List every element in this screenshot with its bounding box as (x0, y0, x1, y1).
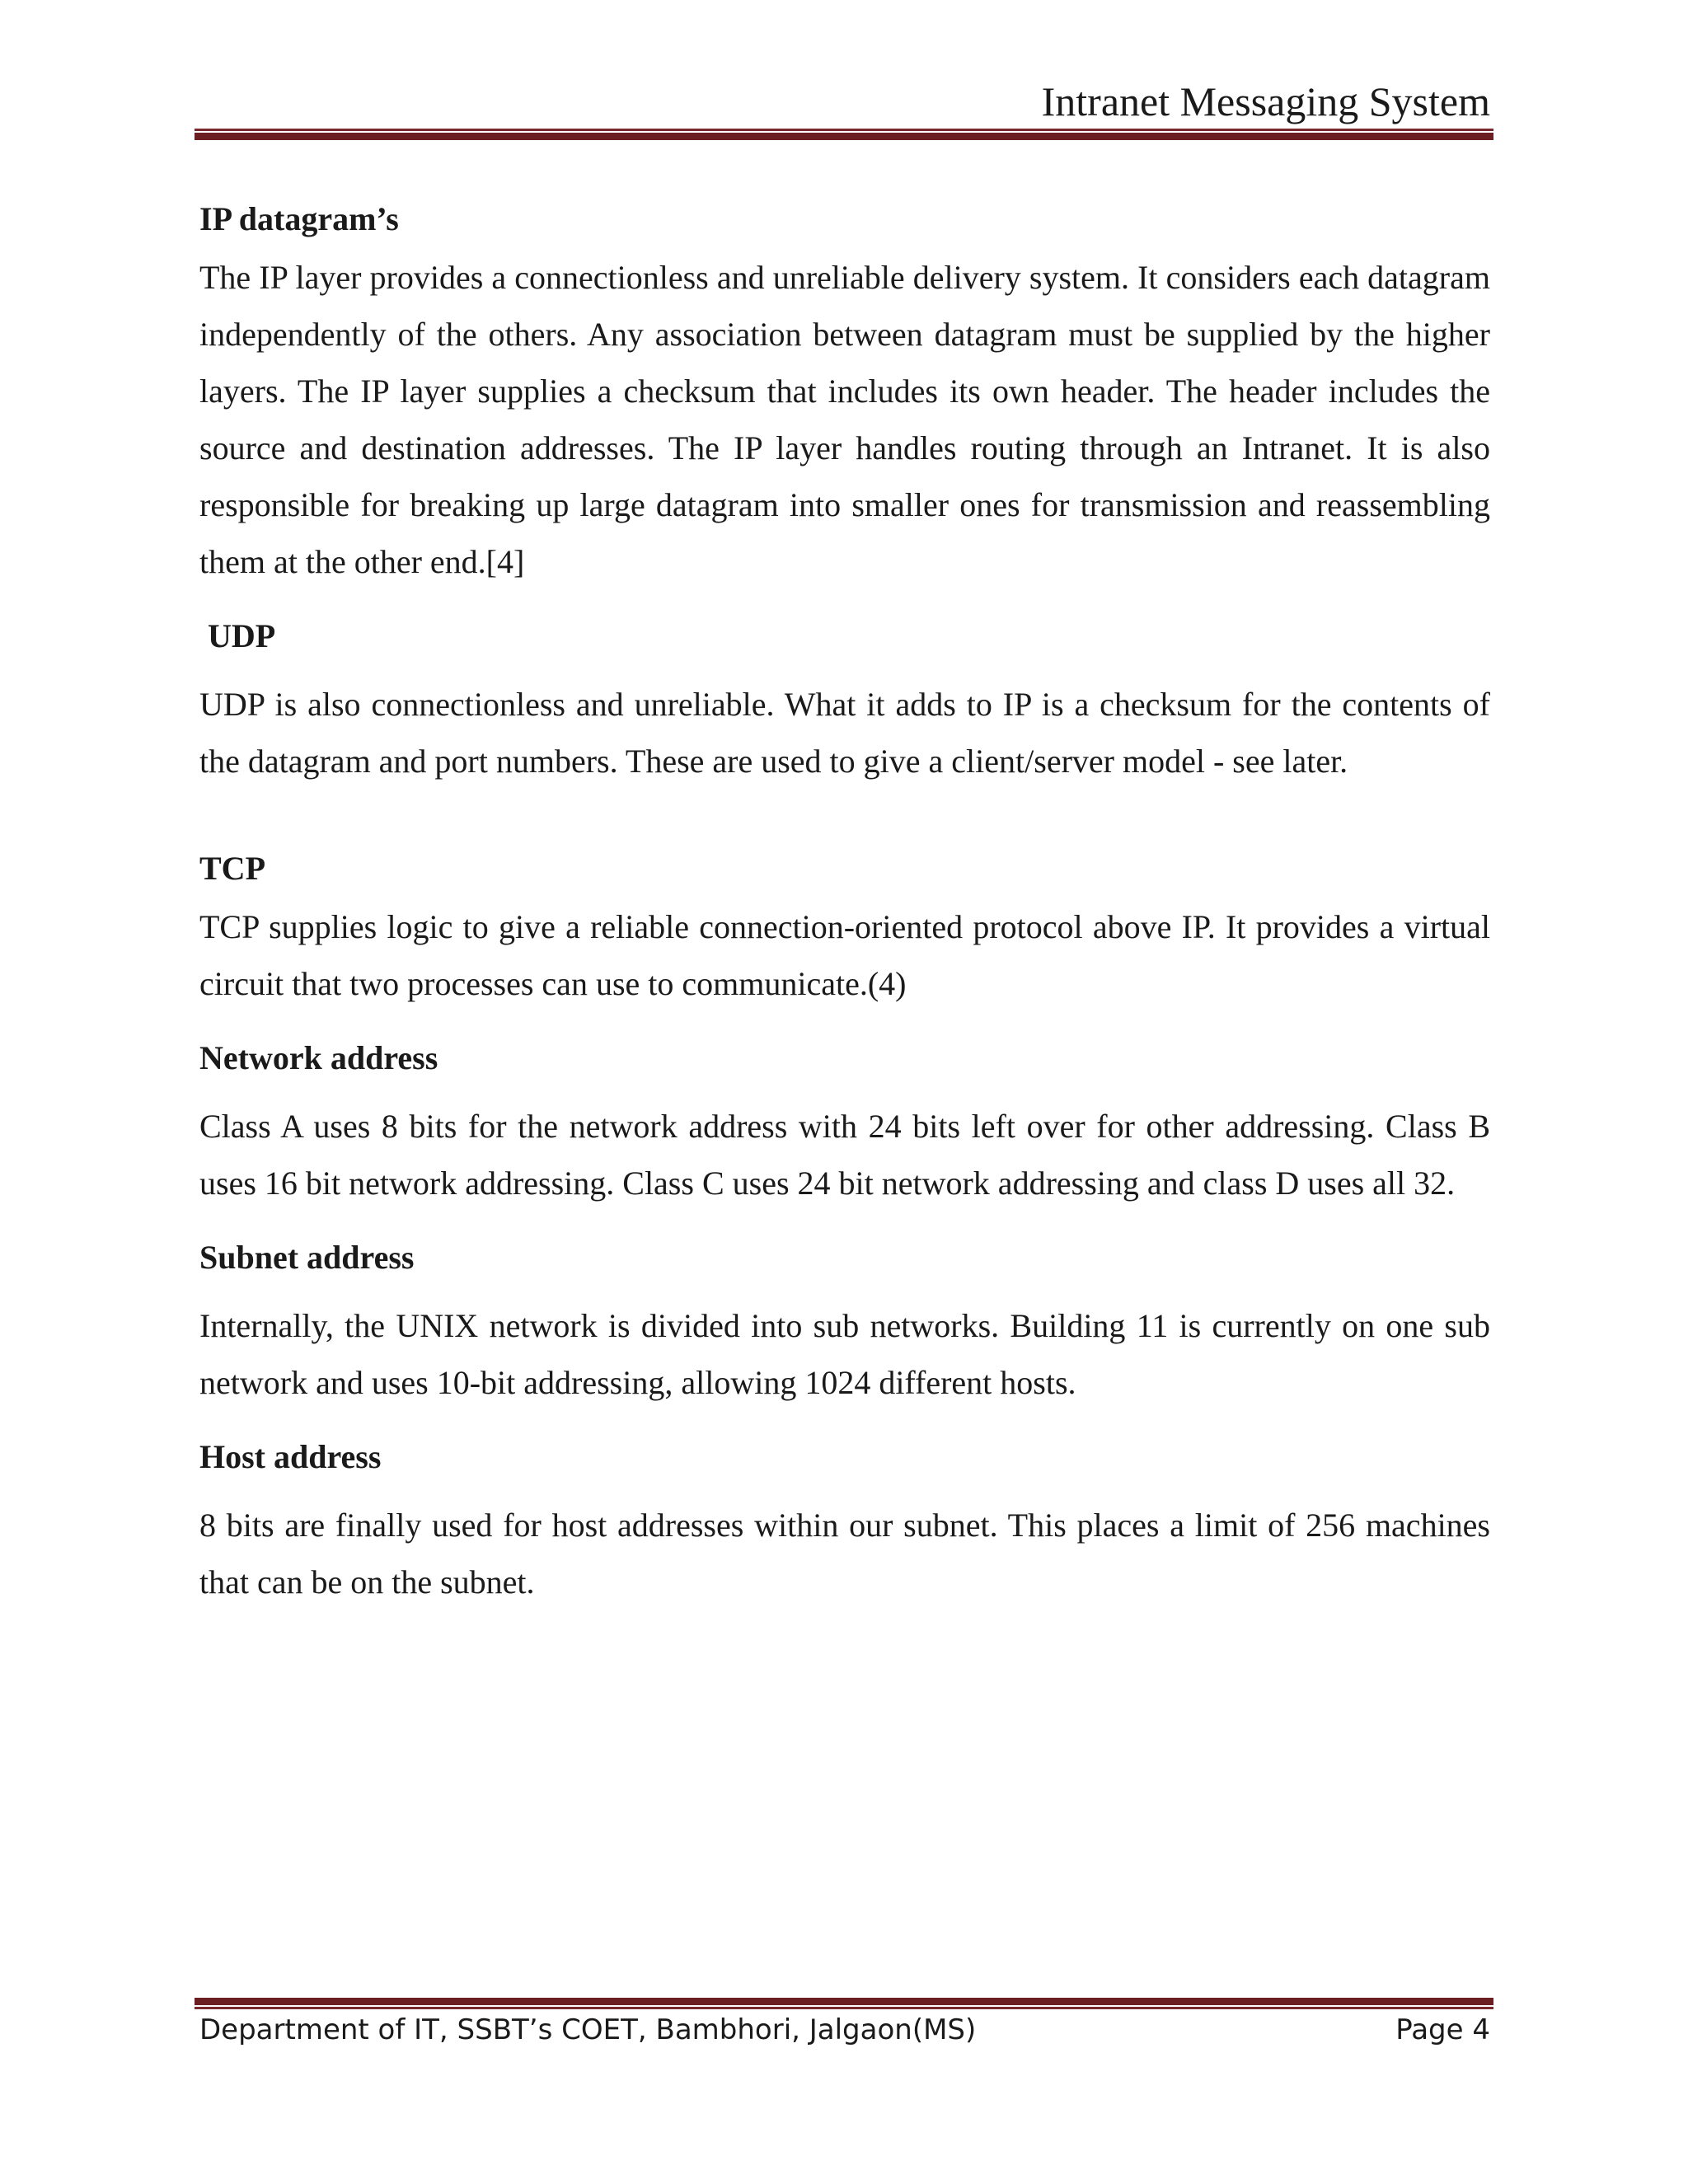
section-host-address (199, 1434, 1490, 1610)
section-heading: Subnet address (199, 1239, 415, 1276)
section-paragraph: Internally, the UNIX network is divided into sub networks. Building 11 is currently on one sub network and uses 10-bit addressing, allowing 1024 different hosts. (199, 1307, 1490, 1401)
section-ip-datagrams (199, 196, 1490, 590)
footer-rule-thick (195, 1998, 1493, 2005)
section-heading: Network address (199, 1039, 438, 1076)
section-paragraph: TCP supplies logic to give a reliable connection-oriented protocol above IP. It provides a virtual circuit that two processes can use to communicate.(4) (199, 908, 1490, 1002)
section-heading: TCP (199, 850, 265, 887)
section-heading: UDP (208, 617, 276, 654)
section-paragraph: UDP is also connectionless and unreliable. What it adds to IP is a checksum for the contents of the datagram and port numbers. These are used to give a client/server model - see later. (199, 686, 1490, 780)
section-network-address (199, 1035, 1490, 1212)
section-tcp (199, 846, 1490, 1012)
header-rule-thin (195, 129, 1493, 131)
section-heading: IP datagram’s (199, 200, 399, 237)
section-paragraph: 8 bits are finally used for host addresses within our subnet. This places a limit of 256 machines that can be on the subnet. (199, 1507, 1490, 1601)
section-subnet-address (199, 1235, 1490, 1411)
section-udp (199, 613, 1490, 790)
section-paragraph: The IP layer provides a connectionless and unreliable delivery system. It considers each datagram independently of the others. Any association between datagram must be supplied by the higher layers. The IP layer supplies a checksum that includes its own header. The header includes the source and destination addresses. The IP layer handles routing through an Intranet. It is also responsible for breaking up large datagram into smaller ones for transmission and reassembling them at the other end.[4] (199, 259, 1490, 580)
footer-page-number: Page 4 (1395, 2013, 1490, 2046)
running-header-title: Intranet Messaging System (1041, 78, 1490, 124)
section-heading: Host address (199, 1438, 382, 1475)
page-content (199, 196, 1490, 1610)
section-paragraph: Class A uses 8 bits for the network address with 24 bits left over for other addressing. Class B uses 16 bit network addressing. Class C uses 24 bit network addressing and class D uses all 32. (199, 1108, 1490, 1202)
header-rule-thick (195, 133, 1493, 140)
footer-department: Department of IT, SSBT’s COET, Bambhori, Jalgaon(MS) (199, 2013, 977, 2046)
